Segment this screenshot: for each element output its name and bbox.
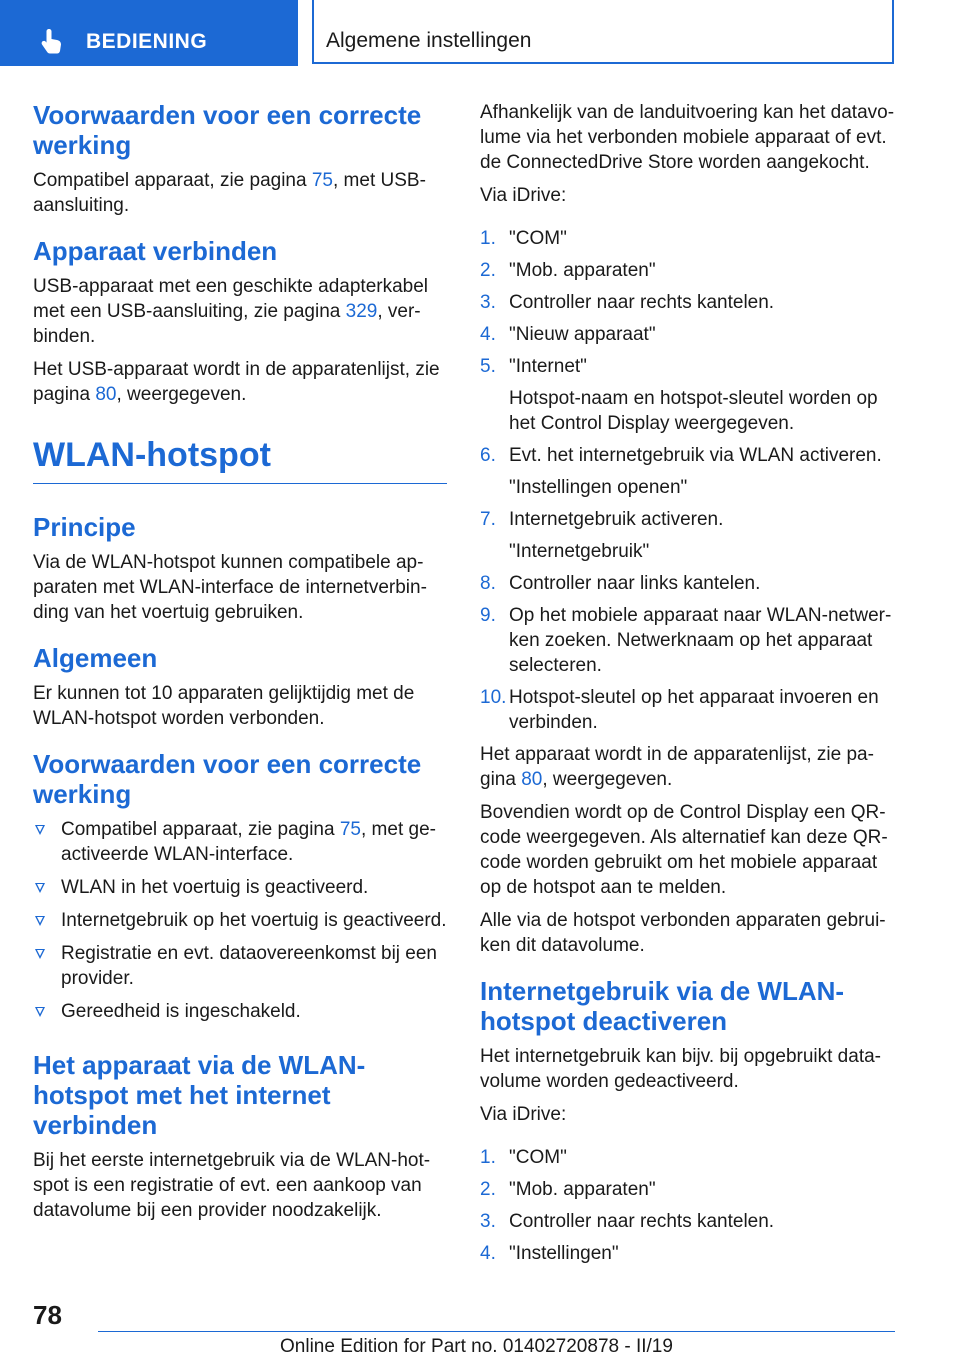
requirements-list [33,817,447,1024]
step-number: 10. [480,687,507,708]
page-link-75[interactable]: 75 [339,819,361,840]
list-item [480,322,896,347]
triangle-bullet-icon [35,825,45,835]
step-number: 6. [480,445,496,466]
page-link-75[interactable]: 75 [311,170,333,191]
footer-edition: Online Edition for Part no. 01402720878 - II/19 [280,1336,673,1357]
steps-activate-list [480,226,896,735]
list-item [480,571,896,596]
list-item: Gereedheid is ingeschakeld. [33,999,447,1024]
list-item [480,258,896,283]
steps-deactivate-list [480,1145,896,1266]
step-subtext: Hotspot-naam en hotspot-sleutel worden op het Control Display weergegeven. [509,388,878,434]
paragraph-alle-apparaten: Alle via de hotspot verbonden apparaten gebruiken dit datavolume. [480,910,886,956]
list-item [480,1145,896,1170]
paragraph-qr-code: Bovendien wordt op de Control Display een QR-code weergegeven. Als alternatief kan deze QR-code worden gebruikt om het mobiele apparaat op de hotspot aan te melden. [480,802,888,898]
list-item [480,1177,896,1202]
list-item: WLAN in het voertuig is geactiveerd. [33,875,447,900]
step-number: 3. [480,1211,496,1232]
heading-voorwaarden-wlan: Voorwaarden voor een correcte werking [33,749,422,809]
step-text: "COM" [509,228,567,249]
step-text: "Instellingen" [509,1243,619,1264]
list-item [480,507,896,564]
step-text: "COM" [509,1147,567,1168]
step-text: "Internet" [509,356,587,377]
heading-apparaat-verbinden: Apparaat verbinden [33,236,278,266]
step-number: 4. [480,324,496,345]
page-link-80[interactable]: 80 [95,384,117,405]
chapter-label: Algemene instellingen [326,29,532,52]
heading-principe: Principe [33,512,136,542]
step-text: Op het mobiele apparaat naar WLAN-netwerken zoeken. Netwerknaam op het apparaat selecteren. [509,605,892,676]
step-text: "Nieuw apparaat" [509,324,656,345]
paragraph-apparatenlijst: Het apparaat wordt in de apparatenlijst, zie pagina 80, weergegeven. [480,744,874,790]
triangle-bullet-icon [35,949,45,959]
step-text: Controller naar links kantelen. [509,573,761,594]
step-text: Controller naar rechts kantelen. [509,1211,775,1232]
paragraph-voorwaarden-usb: Compatibel apparaat, zie pagina 75, met USB-aansluiting. [33,170,426,216]
step-number: 2. [480,1179,496,1200]
step-text: Hotspot-sleutel op het apparaat invoeren en verbinden. [509,687,879,733]
list-item [480,290,896,315]
step-number: 4. [480,1243,496,1264]
step-text: Evt. het internetgebruik via WLAN activeren. [509,445,882,466]
right-column [480,100,896,1273]
step-subtext: "Instellingen openen" [509,477,688,498]
step-number: 1. [480,1147,496,1168]
list-item [480,1209,896,1234]
paragraph-internet-verbinden: Bij het eerste internetgebruik via de WLAN-hotspot is een registratie of evt. een aankoop van datavolume bij een provider noodzakelijk. [33,1150,431,1221]
heading-internet-verbinden: Het apparaat via de WLAN-hotspot met het internet verbinden [33,1050,366,1140]
paragraph-datavolume: Afhankelijk van de landuitvoering kan het datavolume via het verbonden mobiele apparaat of evt. de ConnectedDrive Store worden aangekocht. [480,102,895,173]
paragraph-apparaat-verbinden: USB-apparaat met een geschikte adapterkabel met een USB-aansluiting, zie pagina 329, verbinden. [33,276,429,347]
page-number: 78 [33,1300,62,1330]
list-item [480,443,896,500]
step-number: 8. [480,573,496,594]
step-number: 1. [480,228,496,249]
step-text: "Mob. apparaten" [509,260,656,281]
list-item [480,354,896,436]
footer-divider [98,1331,895,1332]
left-column [33,100,447,1223]
paragraph-apparatenlijst: Het USB-apparaat wordt in de apparatenlijst, zie pagina 80, weergegeven. [33,359,440,405]
step-number: 5. [480,356,496,377]
paragraph-algemeen: Er kunnen tot 10 apparaten gelijktijdig met de WLAN-hotspot worden verbonden. [33,683,415,729]
step-text: Internetgebruik activeren. [509,509,724,530]
step-number: 7. [480,509,496,530]
triangle-bullet-icon [35,916,45,926]
list-item [480,1241,896,1266]
heading-voorwaarden-usb: Voorwaarden voor een correcte werking [33,100,422,160]
triangle-bullet-icon [35,883,45,893]
list-item [480,685,896,735]
hand-pointer-icon [38,27,66,55]
list-item: Compatibel apparaat, zie pagina 75, met geactiveerde WLAN-interface. [33,817,447,867]
step-text: "Mob. apparaten" [509,1179,656,1200]
heading-deactiveren: Internetgebruik via de WLAN-hotspot deactiveren [480,976,845,1036]
step-text: Controller naar rechts kantelen. [509,292,775,313]
list-item: Registratie en evt. dataovereenkomst bij een provider. [33,941,447,991]
chapter-header [312,0,894,64]
list-item [480,226,896,251]
section-tab [0,0,298,66]
step-number: 3. [480,292,496,313]
triangle-bullet-icon [35,1007,45,1017]
paragraph-deactiveren: Het internetgebruik kan bijv. bij opgebruikt datavolume worden gedeactiveerd. [480,1046,881,1092]
list-item: Internetgebruik op het voertuig is geactiveerd. [33,908,447,933]
section-label: BEDIENING [86,30,208,53]
paragraph-principe: Via de WLAN-hotspot kunnen compatibele apparaten met WLAN-interface de internetverbinding van het voertuig gebruiken. [33,552,427,623]
paragraph-via-idrive: Via iDrive: [480,185,567,206]
page-link-80[interactable]: 80 [521,769,543,790]
page-link-329[interactable]: 329 [345,301,378,322]
paragraph-via-idrive: Via iDrive: [480,1104,567,1125]
step-number: 2. [480,260,496,281]
step-subtext: "Internetgebruik" [509,541,650,562]
list-item [480,603,896,678]
heading-algemeen: Algemeen [33,643,158,673]
step-number: 9. [480,605,496,626]
heading-wlan-hotspot: WLAN-hotspot [33,435,447,484]
